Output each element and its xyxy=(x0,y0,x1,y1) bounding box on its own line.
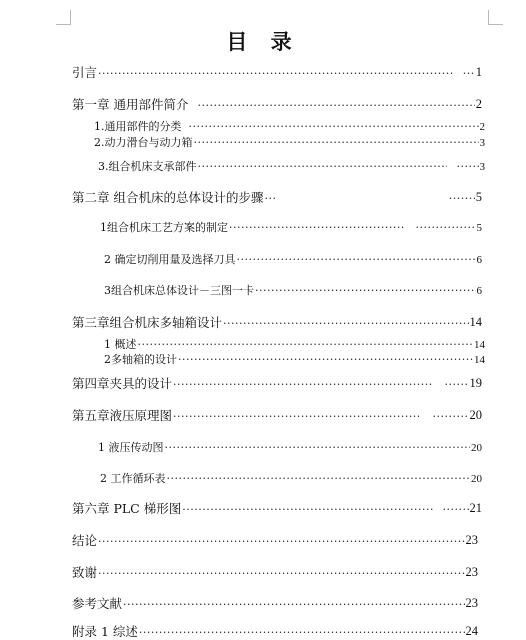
toc-entry[interactable] xyxy=(104,284,482,298)
toc-leader-dots xyxy=(173,379,432,391)
toc-entry-page: 5 xyxy=(475,190,482,204)
toc-entry[interactable] xyxy=(98,441,482,455)
toc-leader-dots xyxy=(264,193,276,205)
toc-entry-label: 1 液压传动图 xyxy=(98,441,164,454)
toc-entry-label: 致谢 xyxy=(72,565,98,580)
toc-entry-page: 23 xyxy=(465,533,478,547)
toc-leader-dots xyxy=(255,285,476,297)
toc-entry[interactable] xyxy=(72,532,478,549)
toc-leader-dots xyxy=(123,599,464,611)
toc-entry-page: 23 xyxy=(465,565,478,579)
toc-entry[interactable] xyxy=(72,564,478,581)
toc-entry[interactable] xyxy=(104,353,485,367)
toc-entry-label: 第六章 PLC 梯形图 xyxy=(72,501,182,516)
toc-entry[interactable] xyxy=(72,407,482,424)
toc-entry[interactable] xyxy=(100,472,482,486)
toc-entry-label: 参考文献 xyxy=(72,596,123,611)
toc-leader-dots xyxy=(457,161,479,173)
toc-entry-label: 1.通用部件的分类 xyxy=(94,120,182,133)
toc-entry[interactable] xyxy=(94,136,485,150)
toc-entry-page: 20 xyxy=(471,473,482,485)
toc-leader-dots xyxy=(463,68,475,80)
toc-entry[interactable] xyxy=(72,96,482,113)
toc-entry-page: 3 xyxy=(479,137,485,149)
toc-entry-label: 2多轴箱的设计 xyxy=(104,353,177,366)
toc-entry-page: 19 xyxy=(469,376,482,390)
toc-entry-page: 2 xyxy=(475,97,482,111)
toc-entry[interactable] xyxy=(72,189,482,206)
toc-leader-dots xyxy=(98,536,464,548)
toc-entry-page: 14 xyxy=(474,339,485,351)
toc-entry-label: 第三章组合机床多轴箱设计 xyxy=(72,315,223,330)
toc-entry-page: 14 xyxy=(474,354,485,366)
toc-entry[interactable] xyxy=(98,160,485,174)
toc-entry-label: 2.动力滑台与动力箱 xyxy=(94,136,193,149)
toc-leader-dots xyxy=(416,222,476,234)
toc-entry-label: 附录 1 综述 xyxy=(72,624,138,639)
toc-entry-page: 21 xyxy=(469,501,482,515)
toc-title: 目 录 xyxy=(226,30,300,54)
toc-entry-label: 2 工作循环表 xyxy=(100,472,166,485)
crop-mark-top-left xyxy=(56,10,71,25)
toc-leader-dots xyxy=(138,339,474,351)
toc-entry-page: 14 xyxy=(469,315,482,329)
toc-leader-dots xyxy=(98,68,453,80)
toc-leader-dots xyxy=(229,222,404,234)
toc-leader-dots xyxy=(98,568,464,580)
toc-leader-dots xyxy=(165,442,471,454)
toc-leader-dots xyxy=(445,379,469,391)
toc-entry[interactable] xyxy=(100,221,482,235)
toc-leader-dots xyxy=(449,193,475,205)
toc-leader-dots xyxy=(443,504,469,516)
toc-entry-page: 20 xyxy=(471,442,482,454)
toc-entry-label: 第一章 通用部件简介 xyxy=(72,97,189,112)
toc-entry[interactable] xyxy=(72,314,482,331)
toc-entry-page: 5 xyxy=(476,222,482,234)
toc-entry-page: 20 xyxy=(469,408,482,422)
toc-entry[interactable] xyxy=(72,64,482,81)
toc-entry-label: 3组合机床总体设计－三图一卡 xyxy=(104,284,254,297)
toc-entry-label: 结论 xyxy=(72,533,98,548)
toc-entry-label: 2 确定切削用量及选择刀具 xyxy=(104,253,236,266)
toc-entry-label: 1 概述 xyxy=(104,338,137,351)
toc-leader-dots xyxy=(197,100,474,112)
toc-leader-dots xyxy=(194,137,479,149)
toc-leader-dots xyxy=(178,354,473,366)
toc-leader-dots xyxy=(173,411,420,423)
toc-entry-label: 第二章 组合机床的总体设计的步骤 xyxy=(72,190,264,205)
toc-entry-page: 2 xyxy=(479,121,485,133)
toc-entry[interactable] xyxy=(94,120,485,134)
toc-entry-label: 1组合机床工艺方案的制定 xyxy=(100,221,228,234)
toc-entry[interactable] xyxy=(72,623,478,640)
toc-entry-page: 1 xyxy=(475,65,482,79)
toc-entry-label: 引言 xyxy=(72,65,98,80)
toc-entry-page: 6 xyxy=(476,285,482,297)
toc-entry[interactable] xyxy=(72,595,478,612)
toc-entry[interactable] xyxy=(72,500,482,517)
toc-leader-dots xyxy=(237,254,476,266)
toc-leader-dots xyxy=(189,121,479,133)
toc-leader-dots xyxy=(167,473,471,485)
toc-leader-dots xyxy=(223,318,468,330)
toc-entry-page: 24 xyxy=(465,624,478,638)
toc-entry[interactable] xyxy=(104,338,485,352)
toc-entry-label: 3.组合机床支承部件 xyxy=(98,160,197,173)
toc-entry[interactable] xyxy=(72,375,482,392)
toc-entry-label: 第五章液压原理图 xyxy=(72,408,173,423)
toc-leader-dots xyxy=(198,161,447,173)
toc-entry-label: 第四章夹具的设计 xyxy=(72,376,173,391)
toc-leader-dots xyxy=(182,504,432,516)
toc-entry-page: 23 xyxy=(465,596,478,610)
toc-entry[interactable] xyxy=(104,253,482,267)
crop-mark-top-right xyxy=(488,10,503,25)
toc-entry-page: 3 xyxy=(479,161,485,173)
toc-leader-dots xyxy=(139,627,465,639)
toc-leader-dots xyxy=(433,411,469,423)
toc-entry-page: 6 xyxy=(476,254,482,266)
